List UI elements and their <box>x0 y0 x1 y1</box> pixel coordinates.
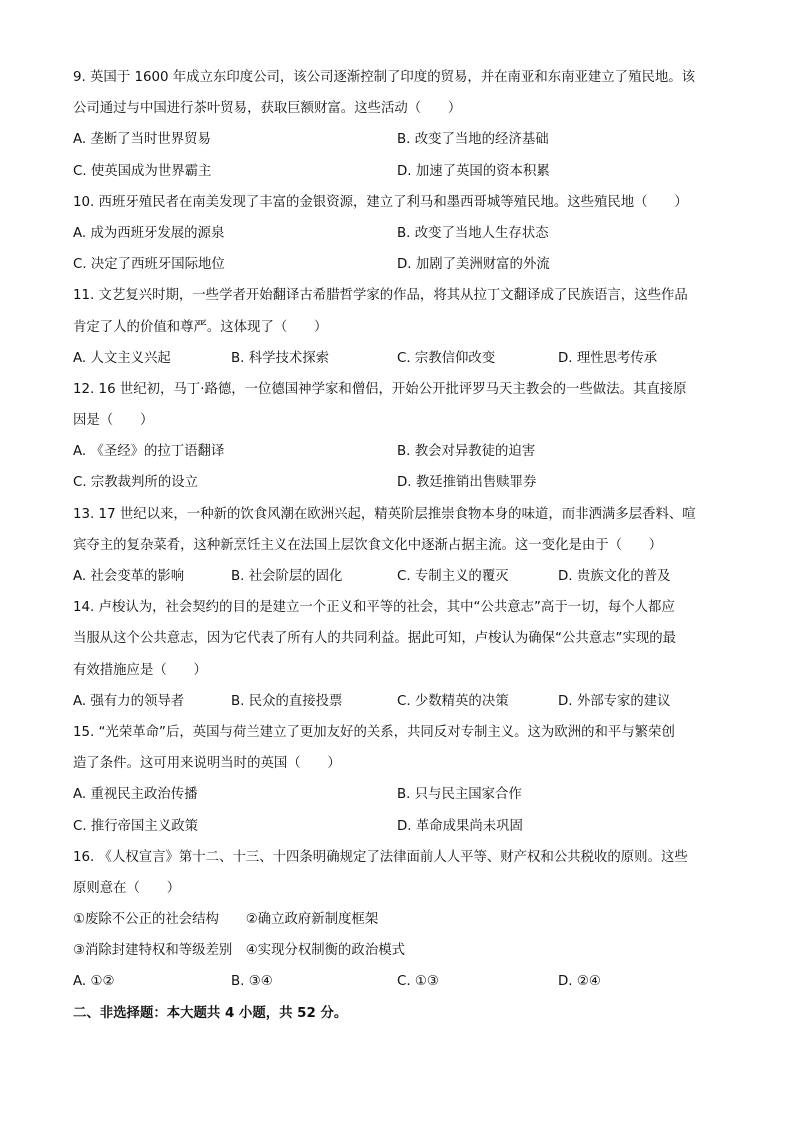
question-15-option-c[interactable]: C. 推行帝国主义政策 <box>73 818 198 834</box>
question-9-option-c[interactable]: C. 使英国成为世界霸主 <box>73 163 212 179</box>
question-11-option-d[interactable]: D. 理性思考传承 <box>558 350 658 366</box>
question-10-options-row-2 <box>73 249 723 280</box>
question-10-option-d[interactable]: D. 加剧了美洲财富的外流 <box>397 257 550 273</box>
question-16-stem-line-1: 16. 《人权宣言》第十二、十三、十四条明确规定了法律面前人人平等、财产权和公共税收的原则。这些 <box>73 849 688 865</box>
question-13-option-a[interactable]: A. 社会变革的影响 <box>73 569 185 584</box>
question-14-stem-line-3: 有效措施应是（ ） <box>73 662 207 678</box>
question-9-options-row-1 <box>73 124 723 155</box>
question-14-option-b[interactable]: B. 民众的直接投票 <box>231 693 343 709</box>
question-9-option-a[interactable]: A. 垄断了当时世界贸易 <box>73 132 211 148</box>
question-10-option-c[interactable]: C. 决定了西班牙国际地位 <box>73 257 225 273</box>
question-9-options-row-2 <box>73 156 723 187</box>
question-13-option-d[interactable]: D. 贵族文化的普及 <box>558 569 671 584</box>
question-16-stem-line-2: 原则意在（ ） <box>73 880 181 896</box>
question-12-options-row-2 <box>73 467 723 498</box>
question-12-option-a[interactable]: A. 《圣经》的拉丁语翻译 <box>73 444 225 460</box>
question-10-option-a[interactable]: A. 成为西班牙发展的源泉 <box>73 225 225 241</box>
question-9-stem-line-1: 9. 英国于 1600 年成立东印度公司，该公司逐渐控制了印度的贸易，并在南亚和东南亚建立了殖民地。该 <box>73 70 696 85</box>
question-16-option-d[interactable]: D. ②④ <box>558 974 601 990</box>
question-16-statement-line-2: ③消除封建特权和等级差别 ④实现分权制衡的政治模式 <box>73 943 405 959</box>
question-16-option-b[interactable]: B. ③④ <box>231 974 273 990</box>
question-12-stem-line-1: 12. 16 世纪初，马丁·路德，一位德国神学家和僧侣，开始公开批评罗马天主教会的一些做法。其直接原 <box>73 381 687 397</box>
question-11-option-c[interactable]: C. 宗教信仰改变 <box>397 350 496 366</box>
exam-page <box>73 62 723 1029</box>
question-13-stem-line-2: 宾夺主的复杂菜肴，这种新烹饪主义在法国上层饮食文化中逐渐占据主流。这一变化是由于（ ） <box>73 537 663 553</box>
section-heading: 二、非选择题：本大题共 4 小题，共 52 分。 <box>73 1005 348 1021</box>
question-12-options-row-1 <box>73 436 723 467</box>
question-9-option-b[interactable]: B. 改变了当地的经济基础 <box>397 132 549 148</box>
question-14-stem-line-2: 当服从这个公共意志，因为它代表了所有人的共同利益。据此可知，卢梭认为确保“公共意志”实现的最 <box>73 631 677 647</box>
question-16-option-c[interactable]: C. ①③ <box>397 974 439 990</box>
question-13-stem-line-1: 13. 17 世纪以来，一种新的饮食风潮在欧洲兴起，精英阶层推崇食物本身的味道，而非洒满多层香料、喧 <box>73 506 696 522</box>
question-16-statement-line-1: ①废除不公正的社会结构 ②确立政府新制度框架 <box>73 912 379 928</box>
question-12-option-b[interactable]: B. 教会对异教徒的迫害 <box>397 444 536 460</box>
question-15-option-b[interactable]: B. 只与民主国家合作 <box>397 787 522 803</box>
question-16-options-row <box>73 966 723 997</box>
question-9-option-d[interactable]: D. 加速了英国的资本积累 <box>397 163 550 179</box>
question-14-stem-line-1: 14. 卢梭认为，社会契约的目的是建立一个正义和平等的社会，其中“公共意志”高于一切，每个人都应 <box>73 600 675 616</box>
question-10-options-row-1 <box>73 218 723 249</box>
question-9-stem-line-2: 公司通过与中国进行茶叶贸易，获取巨额财富。这些活动（ ） <box>73 101 462 117</box>
question-14-option-c[interactable]: C. 少数精英的决策 <box>397 693 509 709</box>
question-13-options-row <box>73 561 723 592</box>
question-10-option-b[interactable]: B. 改变了当地人生存状态 <box>397 225 549 241</box>
question-15-stem-line-2: 造了条件。这可用来说明当时的英国（ ） <box>73 756 341 772</box>
question-13-option-b[interactable]: B. 社会阶层的固化 <box>231 569 343 584</box>
question-14-option-a[interactable]: A. 强有力的领导者 <box>73 693 185 709</box>
question-15-option-d[interactable]: D. 革命成果尚未巩固 <box>397 818 523 834</box>
question-12-option-d[interactable]: D. 教廷推销出售赎罪券 <box>397 475 537 491</box>
question-16-option-a[interactable]: A. ①② <box>73 974 115 990</box>
question-11-option-b[interactable]: B. 科学技术探索 <box>231 350 330 366</box>
question-11-stem-line-1: 11. 文艺复兴时期，一些学者开始翻译古希腊哲学家的作品，将其从拉丁文翻译成了民族语言，这些作品 <box>73 288 688 304</box>
question-10-stem-line-1: 10. 西班牙殖民者在南美发现了丰富的金银资源，建立了利马和墨西哥城等殖民地。这些殖民地（ ） <box>73 194 688 210</box>
question-15-option-a[interactable]: A. 重视民主政治传播 <box>73 787 198 803</box>
question-15-options-row-1 <box>73 779 723 810</box>
question-13-option-c[interactable]: C. 专制主义的覆灭 <box>397 569 509 584</box>
question-11-option-a[interactable]: A. 人文主义兴起 <box>73 350 171 366</box>
question-15-options-row-2 <box>73 811 723 842</box>
question-14-options-row <box>73 686 723 717</box>
question-14-option-d[interactable]: D. 外部专家的建议 <box>558 693 671 709</box>
question-11-options-row <box>73 343 723 374</box>
question-11-stem-line-2: 肯定了人的价值和尊严。这体现了（ ） <box>73 319 328 335</box>
question-15-stem-line-1: 15. “光荣革命”后，英国与荷兰建立了更加友好的关系，共同反对专制主义。这为欧洲的和平与繁荣创 <box>73 724 675 740</box>
question-12-stem-line-2: 因是（ ） <box>73 413 154 429</box>
question-12-option-c[interactable]: C. 宗教裁判所的设立 <box>73 475 198 491</box>
